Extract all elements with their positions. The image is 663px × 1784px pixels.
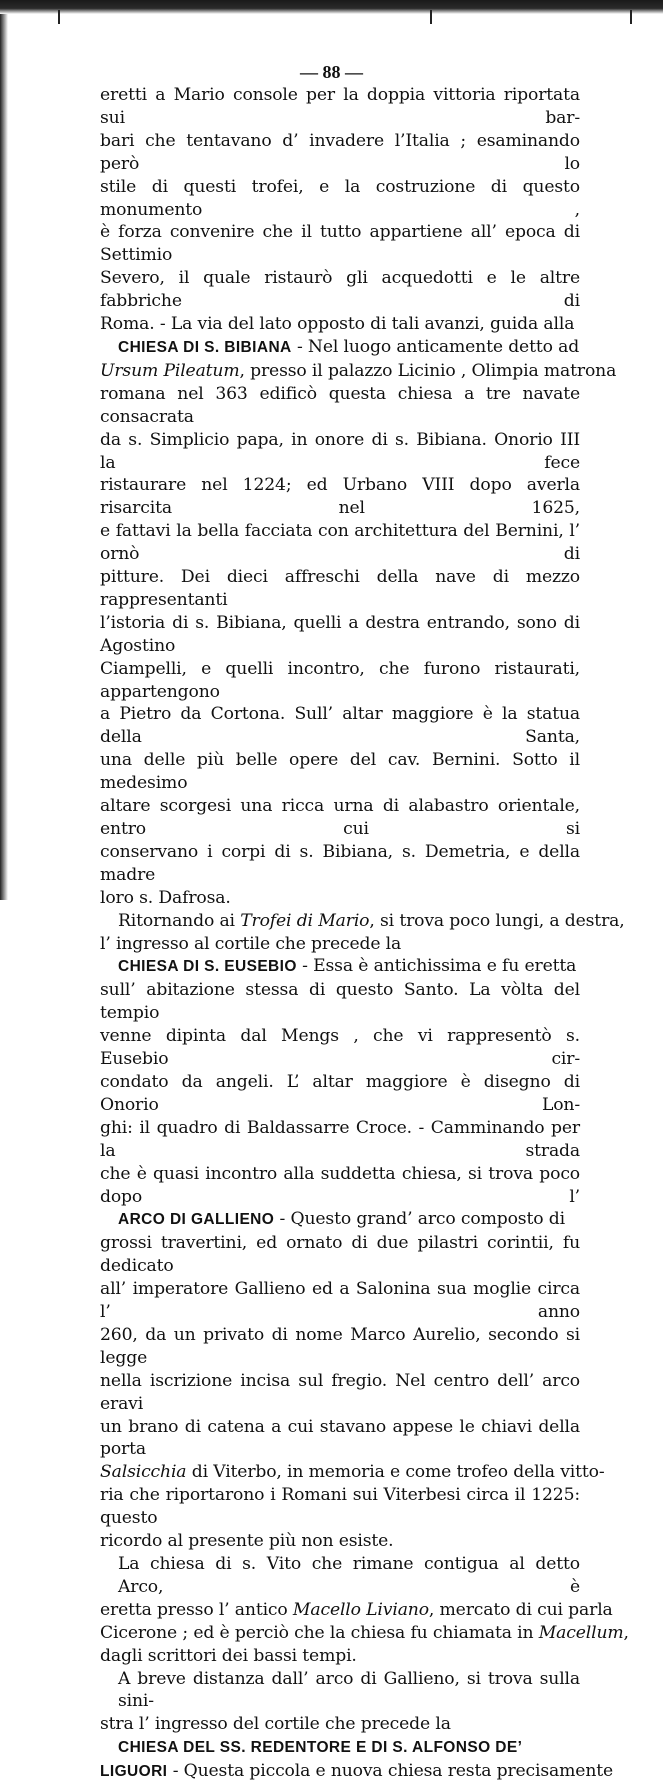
text-fragment: , mercato di cui parla — [428, 1599, 613, 1620]
text-line: e fattavi la bella facciata con architettura del Bernini, l’ ornò di — [100, 521, 580, 565]
text-line: bari che tentavano d’ invadere l’Italia ; esaminando però lo — [100, 130, 580, 174]
scan-top-border — [0, 0, 663, 14]
text-fragment: - Questo grand’ arco composto di — [274, 1209, 565, 1230]
scan-mark — [430, 10, 432, 24]
text-line: loro s. Dafrosa. — [100, 887, 231, 908]
text-line: dagli scrittori dei bassi tempi. — [100, 1645, 357, 1666]
text-line: sull’ abitazione stessa di questo Santo. La vòlta del tempio — [100, 980, 580, 1024]
text-line: stile di questi trofei, e la costruzione di questo monumento , — [100, 176, 580, 220]
text-fragment: , presso il palazzo Licinio , Olimpia matrona — [239, 360, 617, 381]
italic-term: Macello Liviano — [292, 1599, 429, 1620]
text-line: è forza convenire che il tutto appartiene all’ epoca di Settimio — [100, 222, 580, 266]
text-line: ricordo al presente più non esiste. — [100, 1531, 394, 1552]
text-fragment: , si trova poco lungi, a destra, — [369, 910, 625, 931]
text-fragment: Ritornando ai — [118, 910, 241, 931]
text-line: Ciampelli, e quelli incontro, che furono ristaurati, appartengono — [100, 658, 580, 702]
text-line: a Pietro da Cortona. Sull’ altar maggiore è la statua della Santa, — [100, 704, 580, 748]
text-line: Severo, il quale ristaurò gli acquedotti e le altre fabbriche di — [100, 268, 580, 312]
text-line: stra l’ ingresso del cortile che precede la — [100, 1714, 451, 1735]
section-redentore — [100, 1736, 580, 1760]
section-heading: LIGUORI — [100, 1763, 168, 1781]
text-line: pitture. Dei dieci affreschi della nave di mezzo rappresentanti — [100, 567, 580, 610]
text-fragment: eretta presso l’ antico — [100, 1599, 293, 1620]
text-line — [100, 1461, 605, 1484]
text-line: altare scorgesi una ricca urna di alabastro orientale, entro cui si — [100, 796, 580, 839]
text-line: l’ ingresso al cortile che precede la — [100, 933, 402, 954]
text-line: eretti a Mario console per la doppia vittoria riportata sui bar- — [100, 85, 580, 128]
text-fragment: - Essa è antichissima e fu eretta — [296, 956, 577, 977]
text-fragment: di Viterbo, in memoria e come trofeo della vitto- — [186, 1462, 605, 1483]
text-line: l’istoria di s. Bibiana, quelli a destra entrando, sono di Agostino — [100, 612, 580, 656]
text-fragment: - Nel luogo anticamente detto ad — [291, 336, 580, 357]
section-gallieno — [100, 1208, 580, 1232]
italic-term: Ursum Pileatum — [100, 360, 240, 381]
text-line: nella iscrizione incisa sul fregio. Nel centro dell’ arco eravi — [100, 1370, 580, 1414]
section-heading: ARCO DI GALLIENO — [118, 1211, 275, 1229]
section-heading: CHIESA DEL SS. REDENTORE E DI S. ALFONSO DE’ — [118, 1739, 523, 1757]
scan-mark — [630, 10, 632, 24]
text-line: ristaurare nel 1224; ed Urbano VIII dopo averla risarcita nel 1625, — [100, 475, 580, 519]
text-line: ghi: il quadro di Baldassarre Croce. - Camminando per la strada — [100, 1117, 580, 1161]
text-line — [100, 910, 625, 933]
text-line: all’ imperatore Gallieno ed a Salonina sua moglie circa l’ anno — [100, 1279, 580, 1323]
section-heading: CHIESA DI S. EUSEBIO — [118, 958, 297, 976]
scan-mark — [58, 10, 60, 24]
text-line: che è quasi incontro alla suddetta chiesa, si trova poco dopo l’ — [100, 1163, 580, 1207]
text-line: ria che riportarono i Romani sui Viterbesi circa il 1225: questo — [100, 1485, 580, 1529]
text-line: venne dipinta dal Mengs , che vi rappresentò s. Eusebio cir- — [100, 1026, 580, 1070]
text-line: grossi travertini, ed ornato di due pilastri corintii, fu dedicato — [100, 1233, 580, 1277]
section-bibiana — [100, 336, 580, 360]
text-line: condato da angeli. L’ altar maggiore è disegno di Onorio Lon- — [100, 1071, 580, 1115]
text-line: La chiesa di s. Vito che rimane contigua al detto Arco, è — [118, 1554, 580, 1597]
text-line: Roma. - La via del lato opposto di tali avanzi, guida alla — [100, 314, 575, 335]
text-line: una delle più belle opere del cav. Bernini. Sotto il medesimo — [100, 750, 580, 794]
italic-term: Macellum — [538, 1622, 624, 1643]
text-fragment: Cicerone ; ed è perciò che la chiesa fu chiamata in — [100, 1622, 539, 1643]
text-line — [100, 1760, 614, 1784]
section-heading: CHIESA DI S. BIBIANA — [118, 338, 292, 356]
text-line — [100, 1599, 613, 1622]
text-fragment: , — [623, 1622, 629, 1643]
text-line: conservano i corpi di s. Bibiana, s. Demetria, e della madre — [100, 841, 580, 885]
text-line: 260, da un privato di nome Marco Aurelio, secondo si legge — [100, 1324, 580, 1368]
text-line — [100, 360, 617, 383]
text-line: romana nel 363 edificò questa chiesa a tre navate consacrata — [100, 383, 580, 427]
scan-left-shadow — [0, 14, 8, 900]
text-line: da s. Simplicio papa, in onore di s. Bibiana. Onorio III la fece — [100, 429, 580, 473]
page-body — [100, 84, 629, 1784]
text-fragment: - Questa piccola e nuova chiesa resta precisamente — [167, 1761, 614, 1782]
text-line: un brano di catena a cui stavano appese le chiavi della porta — [100, 1416, 580, 1460]
text-line: A breve distanza dall’ arco di Gallieno, si trova sulla sini- — [118, 1668, 580, 1712]
italic-term: Trofei di Mario — [240, 910, 370, 931]
section-eusebio — [100, 955, 580, 979]
italic-term: Salsicchia — [100, 1462, 187, 1483]
text-line — [100, 1622, 629, 1645]
page-number: — 88 — — [300, 62, 363, 82]
